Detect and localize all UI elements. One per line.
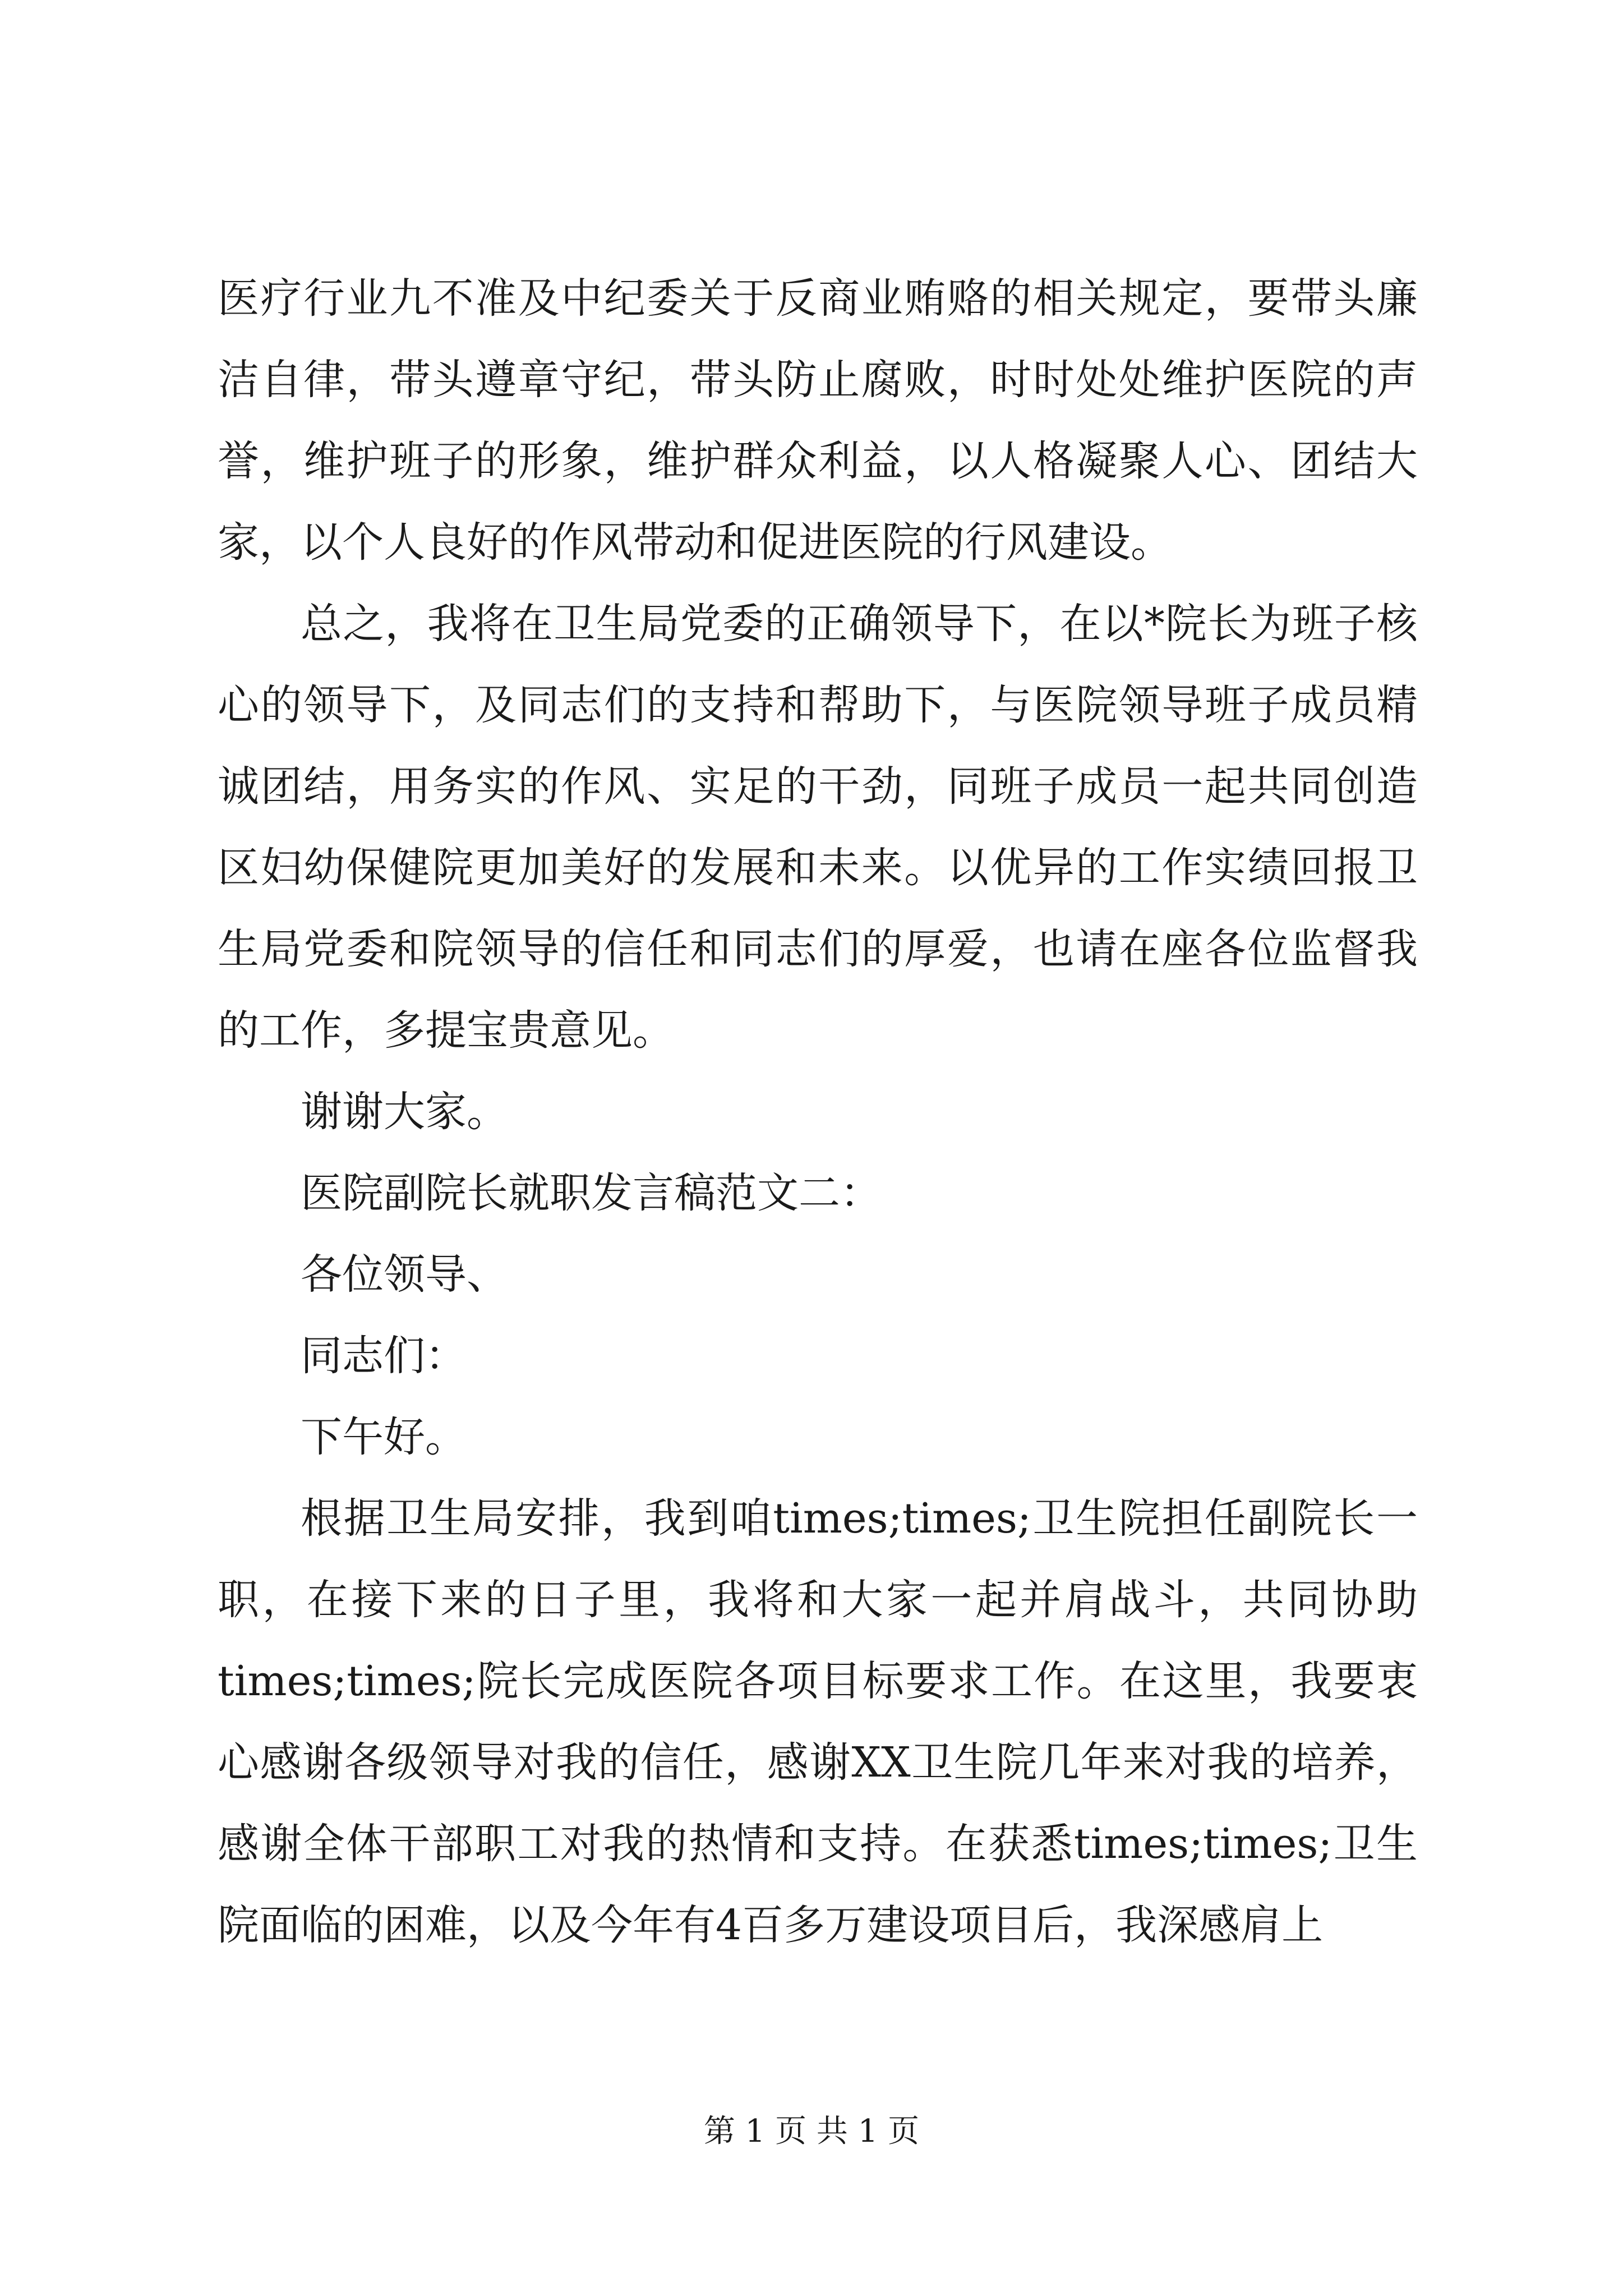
document-body xyxy=(218,258,1418,1966)
greeting: 下午好。 xyxy=(301,1413,467,1461)
paragraph-summary: 总之，我将在卫生局党委的正确领导下，在以*院长为班子核心的领导下，及同志们的支持和帮助下，与医院领导班子成员精诚团结，用务实的作风、实足的干劲，同班子成员一起共同创造区妇幼保健院更加美好的发展和未来。以优异的工作实绩回报卫生局党委和院领导的信任和同志们的厚爱，也请在座各位监督我的工作，多提宝贵意见。 xyxy=(218,600,1418,1055)
page-footer: 第 1 页 共 1 页 xyxy=(703,2113,920,2150)
salutation-comrades: 同志们： xyxy=(301,1332,467,1380)
paragraph-thanks: 谢谢大家。 xyxy=(301,1088,508,1136)
paragraph-appointment: 根据卫生局安排，我到咱times;times;卫生院担任副院长一职，在接下来的日子里，我将和大家一起并肩战斗，共同协助times;times;院长完成医院各项目标要求工作。在这里，我要衷心感谢各级领导对我的信任，感谢XX卫生院几年来对我的培养，感谢全体干部职工对我的热情和支持。在获悉times;times;卫生院面临的困难，以及今年有4百多万建设项目后，我深感肩上 xyxy=(218,1494,1418,1949)
paragraph-continued: 医疗行业九不准及中纪委关于反商业贿赂的相关规定，要带头廉洁自律，带头遵章守纪，带头防止腐败，时时处处维护医院的声誉，维护班子的形象，维护群众利益，以人格凝聚人心、团结大家，以个人良好的作风带动和促进医院的行风建设。 xyxy=(218,274,1418,567)
section-heading: 医院副院长就职发言稿范文二： xyxy=(301,1169,882,1217)
salutation-leaders: 各位领导、 xyxy=(301,1250,508,1299)
